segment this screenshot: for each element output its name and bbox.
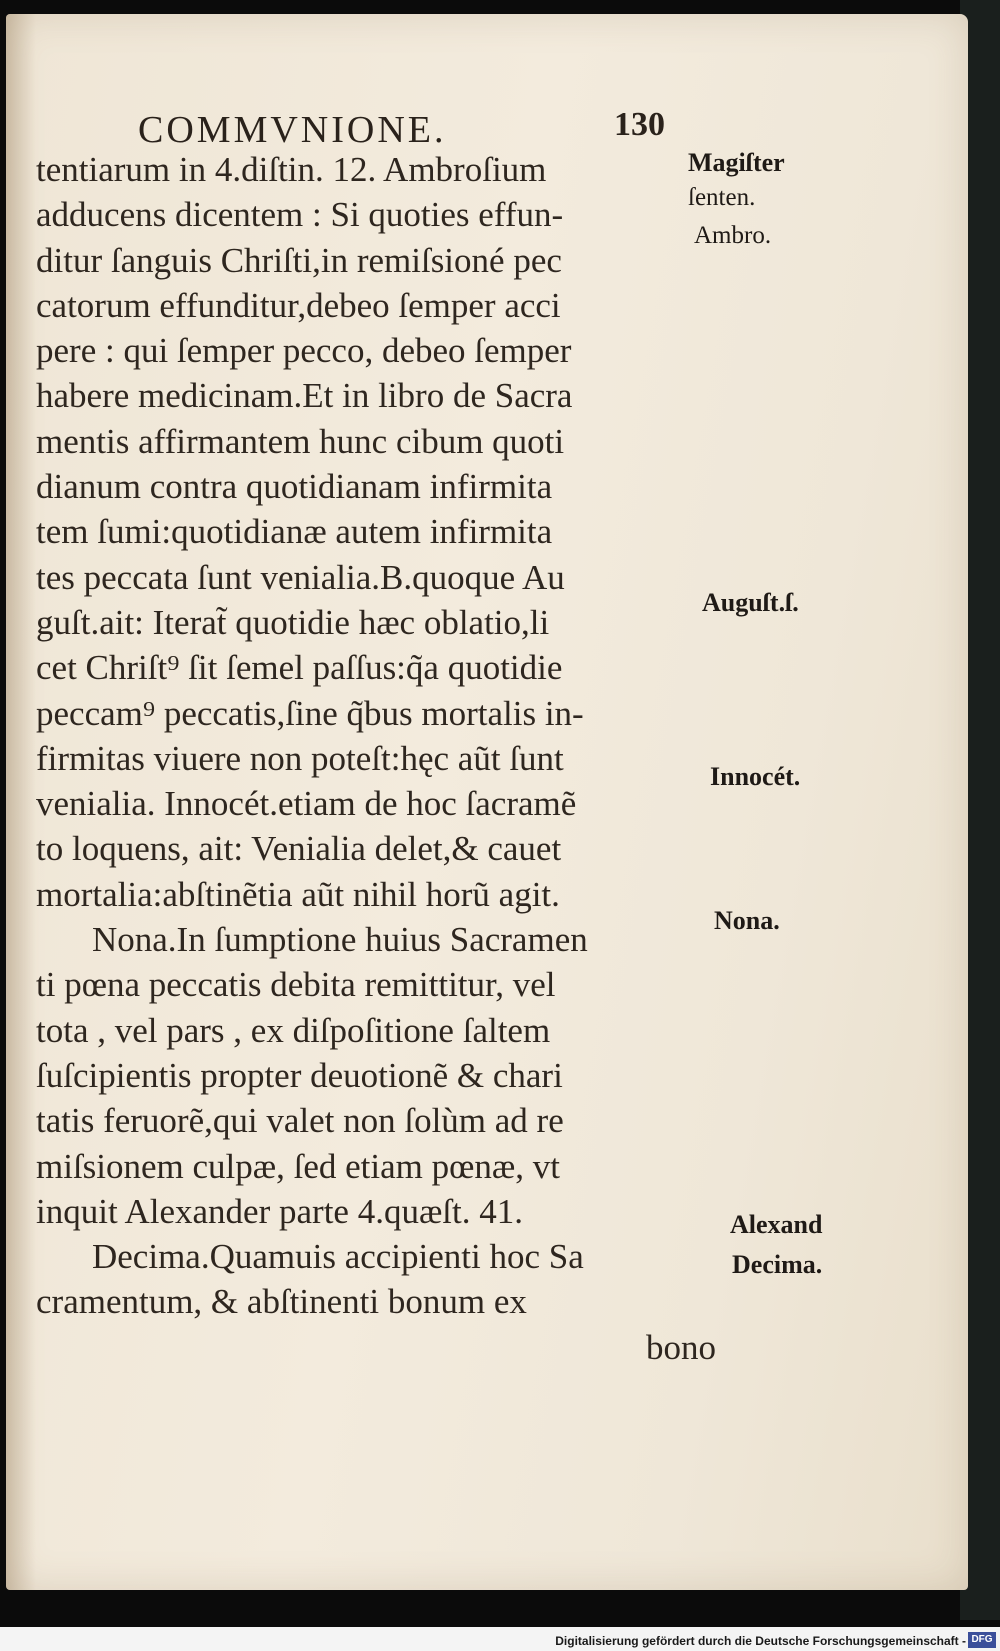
text-line: guſt.ait: Iterat̃ quotidie hæc oblatio,li bbox=[36, 602, 550, 642]
margin-note-innocet: Innocét. bbox=[710, 762, 801, 791]
text-line: dianum contra quotidianam infirmita bbox=[36, 467, 553, 507]
text-line: Decima.Quamuis accipienti hoc Sa bbox=[92, 1237, 584, 1277]
text-line: catorum effunditur,debeo ſemper acci bbox=[36, 285, 561, 325]
text-line: tem ſumi:quotidianæ autem infirmita bbox=[36, 512, 553, 552]
text-line: ditur ſanguis Chriſti,in remiſsioné pec bbox=[36, 240, 562, 280]
text-line: habere medicinam.Et in libro de Sacra bbox=[36, 376, 573, 416]
folio-number: 130 bbox=[614, 106, 665, 143]
text-line: peccam⁹ peccatis,ſine q̃bus mortalis in- bbox=[36, 693, 584, 733]
text-line: adducens dicentem : Si quoties effun- bbox=[36, 195, 564, 235]
footer-band bbox=[0, 1627, 1000, 1651]
margin-note-magister: Magiſter bbox=[688, 148, 785, 177]
text-line: Nona.In ſumptione huius Sacramen bbox=[92, 920, 588, 960]
text-line: tes peccata ſunt venialia.B.quoque Au bbox=[36, 557, 565, 597]
text-line: pere : qui ſemper pecco, debeo ſemper bbox=[36, 331, 572, 371]
margin-note-senten: ſenten. bbox=[688, 184, 756, 211]
text-line: firmitas viuere non poteſt:hęc aũt ſunt bbox=[36, 738, 564, 778]
text-line: venialia. Innocét.etiam de hoc ſacramẽ bbox=[36, 784, 577, 824]
running-head: COMMVNIONE. bbox=[138, 109, 447, 151]
margin-note-decima: Decima. bbox=[732, 1250, 823, 1279]
body-text bbox=[36, 147, 716, 1370]
text-line: mentis affirmantem hunc cibum quoti bbox=[36, 421, 565, 461]
margin-note-august: Auguſt.ſ. bbox=[702, 588, 799, 617]
catchword: bono bbox=[646, 1327, 716, 1367]
text-line: ſuſcipientis propter deuotionẽ & chari bbox=[36, 1055, 563, 1095]
text-line: tentiarum in 4.diſtin. 12. Ambroſium bbox=[36, 150, 547, 189]
margin-note-ambro: Ambro. bbox=[694, 222, 772, 249]
text-line: miſsionem culpæ, ſed etiam pœnæ, vt bbox=[36, 1146, 560, 1186]
text-line: to loquens, ait: Venialia delet,& cauet bbox=[36, 829, 562, 869]
margin-note-nona: Nona. bbox=[714, 906, 780, 935]
digitization-credit: Digitalisierung gefördert durch die Deutsche Forschungsgemeinschaft - bbox=[555, 1634, 966, 1648]
text-line: cet Chriſt⁹ ſit ſemel paſſus:q̃a quotidie bbox=[36, 648, 563, 688]
text-line: inquit Alexander parte 4.quæſt. 41. bbox=[36, 1191, 523, 1231]
text-line: cramentum, & abſtinenti bonum ex bbox=[36, 1282, 527, 1322]
text-line: mortalia:abſtinẽtia aũt nihil horũ agit. bbox=[36, 874, 560, 914]
text-line: ti pœna peccatis debita remittitur, vel bbox=[36, 965, 556, 1005]
dfg-logo: DFG bbox=[968, 1632, 996, 1648]
text-line: tatis feruorẽ,qui valet non ſolùm ad re bbox=[36, 1101, 564, 1141]
margin-note-alexand: Alexand bbox=[730, 1210, 823, 1239]
text-line: tota , vel pars , ex diſpoſitione ſaltem bbox=[36, 1010, 551, 1050]
